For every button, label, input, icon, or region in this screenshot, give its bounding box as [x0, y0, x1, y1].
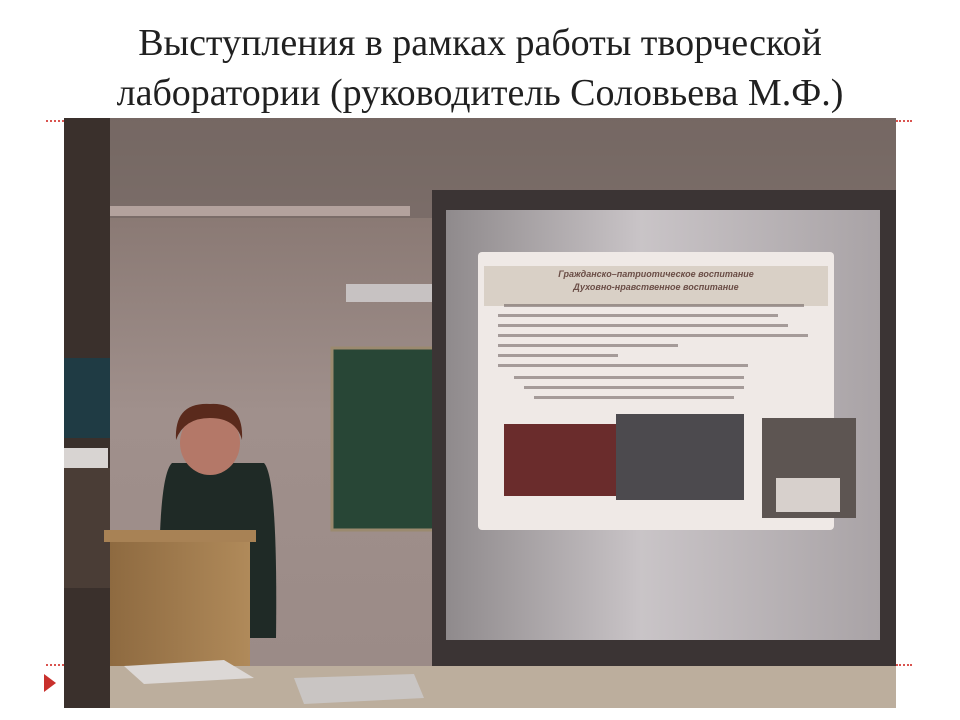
projected-photo-2	[616, 414, 744, 500]
bottom-divider-right	[896, 664, 912, 666]
projected-photo-1	[504, 424, 616, 496]
top-divider-right	[896, 120, 912, 122]
lectern-top	[104, 530, 256, 542]
presentation-photo	[64, 118, 896, 708]
top-divider-left	[46, 120, 64, 122]
bullet-arrow-icon	[44, 674, 56, 692]
lectern	[110, 538, 250, 668]
desk-paper-left	[64, 448, 108, 468]
projected-heading-2: Духовно-нравственное воспитание	[573, 282, 739, 292]
seated-person-left	[64, 358, 110, 438]
projected-photo-3-paper	[776, 478, 840, 512]
wall-lamp	[346, 284, 446, 302]
photo-scene	[64, 118, 896, 708]
projected-heading-1: Гражданско–патриотическое воспитание	[558, 269, 754, 279]
bottom-divider-left	[46, 664, 64, 666]
slide-title: Выступления в рамках работы творческой лаборатории (руководитель Соловьева М.Ф.)	[116, 22, 844, 114]
desk-left	[64, 468, 110, 588]
chalkboard	[332, 348, 436, 530]
wall-stripe	[110, 206, 410, 216]
